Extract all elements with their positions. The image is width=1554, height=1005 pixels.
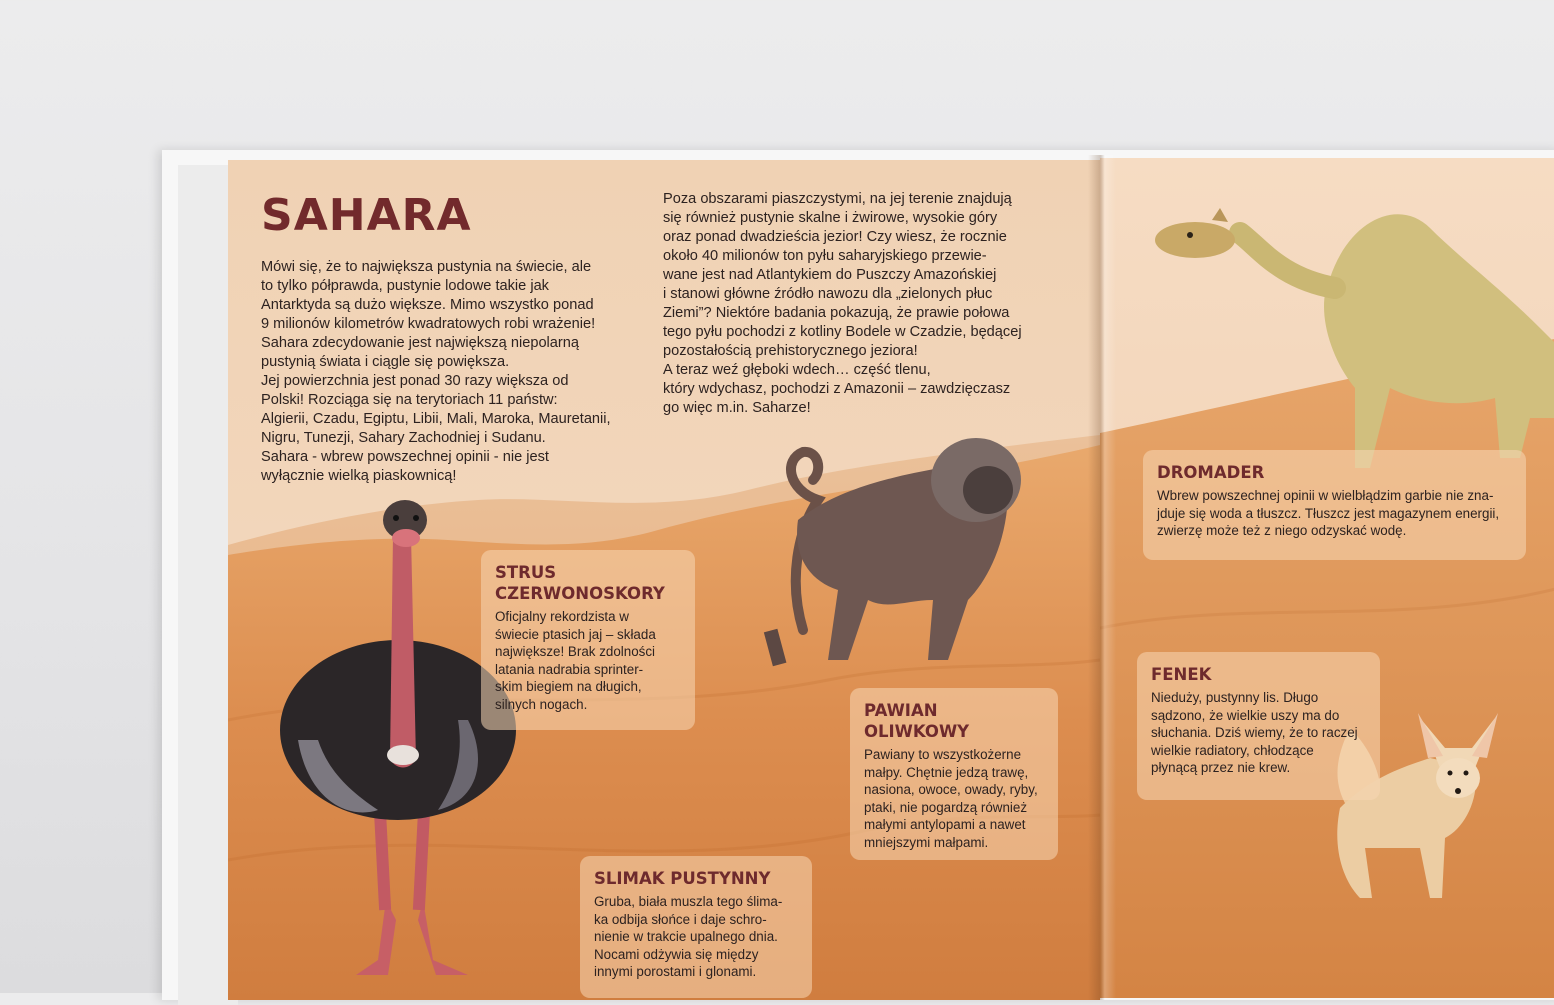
right-page	[1100, 158, 1554, 998]
fennec-text: Nieduży, pustynny lis. Długo sądzono, że wielkie uszy ma do słuchania. Dziś wiemy, że to raczej wielkie radiatory, chłodzące płynącą przez nie krew.	[1151, 690, 1358, 775]
ostrich-heading: STRUS CZERWONOSKORY	[495, 563, 665, 603]
snail-text: Gruba, biała muszla tego ślima- ka odbija słońce i daje schro- nienie w trakcie upalnego dnia. Nocami odżywia się między innymi porostami i glonami.	[594, 894, 783, 979]
page-title: SAHARA	[261, 190, 472, 241]
fennec-heading: FENEK	[1151, 665, 1212, 684]
fennec-info-box	[1137, 652, 1380, 800]
dromedary-info-box	[1143, 450, 1526, 560]
fennec-fox-illustration	[1100, 158, 1554, 998]
snail-heading: SLIMAK PUSTYNNY	[594, 869, 771, 888]
baboon-text: Pawiany to wszystkożerne małpy. Chętnie jedzą trawę, nasiona, owoce, owady, ryby, ptaki, nie pogardzą również małymi antylopami a nawet mniejszymi małpami.	[864, 747, 1038, 850]
snail-info-box	[580, 856, 812, 998]
baboon-info-box	[850, 688, 1058, 860]
book-gutter	[1088, 155, 1116, 1000]
dromedary-text: Wbrew powszechnej opinii w wielbłądzim garbie nie zna- jduje się woda a tłuszcz. Tłuszcz jest magazynem energii, zwierzę może też z niego odzyskać wodę.	[1157, 488, 1500, 538]
intro-paragraph: Mówi się, że to największa pustynia na świecie, ale to tylko półprawda, pustynie lodowe takie jak Antarktyda są dużo większe. Mimo wszystko ponad 9 milionów kilometrów kwadratowych robi wrażenie! Sahara zdecydowanie jest największą niepolarną pustynią świata i ciągle się powiększa. Jej powierzchnia jest ponad 30 razy większa od Polski! Rozciąga się na terytoriach 11 państw: Algierii, Czadu, Egiptu, Libii, Mali, Maroka, Mauretanii, Nigru, Tunezji, Sahary Zachodniej i Sudanu. Sahara - wbrew powszechnej opinii - nie jest wyłącznie wielką piaskownicą!	[261, 259, 611, 484]
ostrich-info-box	[481, 550, 695, 730]
baboon-heading: PAWIAN OLIWKOWY	[864, 701, 970, 741]
left-page	[228, 160, 1100, 1000]
column-2-paragraph: Poza obszarami piaszczystymi, na jej terenie znajdują się również pustynie skalne i żwirowe, wysokie góry oraz ponad dwadzieścia jezior! Czy wiesz, że rocznie około 40 milionów ton pyłu saharyjskiego przewie- wane jest nad Atlantykiem do Puszczy Amazońskiej i stanowi główne źródło nawozu dla „zielonych płuc Ziemi”? Niektóre badania pokazują, że prawie połowa tego pyłu pochodzi z kotliny Bodele w Czadzie, będącej pozostałością prehistorycznego jeziora! A teraz weź głęboki wdech… część tlenu, który wdychasz, pochodzi z Amazonii – zawdzięczasz go więc m.in. Saharze!	[663, 191, 1022, 416]
dromedary-heading: DROMADER	[1157, 463, 1265, 482]
ostrich-text: Oficjalny rekordzista w świecie ptasich jaj – składa największe! Brak zdolności latania nadrabia sprinter- skim biegiem na długich, silnych nogach.	[495, 609, 656, 712]
